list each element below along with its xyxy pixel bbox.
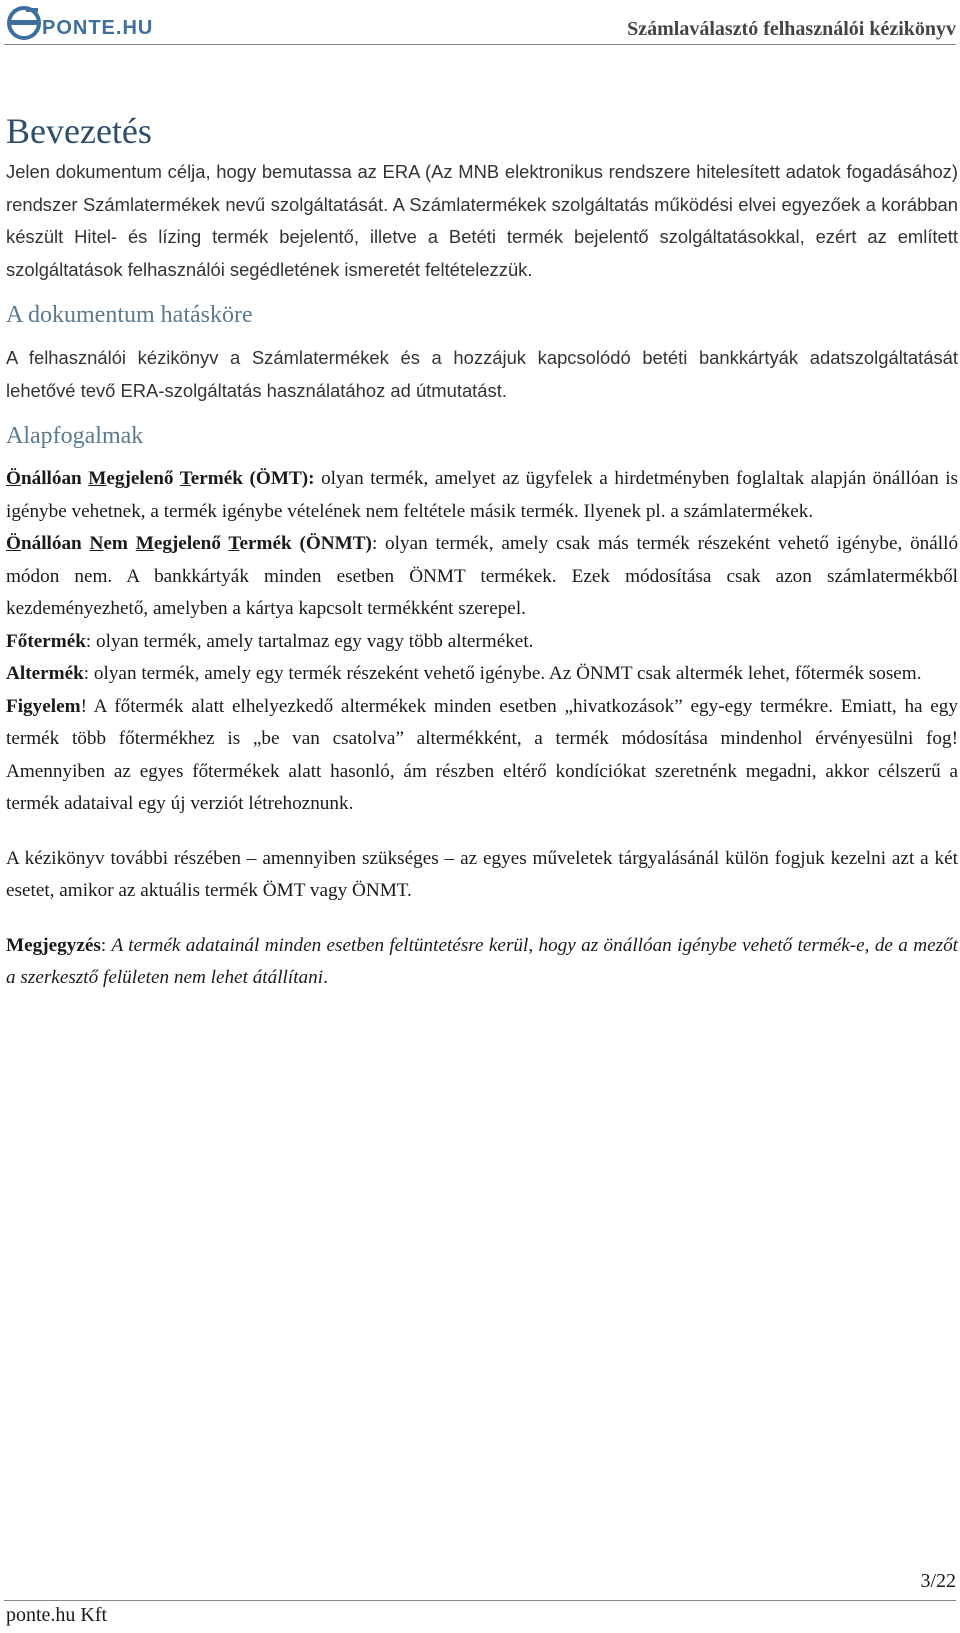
svg-text:PONTE.HU: PONTE.HU <box>42 17 154 39</box>
scope-heading: A dokumentum hatásköre <box>6 302 253 328</box>
fotermek-definition: Főtermék: olyan termék, amely tartalmaz egy vagy több alterméket. <box>6 630 534 652</box>
page-number: 3/22 <box>920 1570 956 1592</box>
header-divider <box>4 44 956 45</box>
onmt-definition: Önállóan Nem Megjelenő Termék (ÖNMT): olyan termék, amely csak más termék részeként vehető igénybe, önálló módon nem. A bankkártyák minden esetben ÖNMT termékek. Ezek módosítása csak azon számlatermékből kezdeményezhető, amelyben a kártya kapcsolt termékként szerepel. <box>6 533 959 619</box>
remark-paragraph: Megjegyzés: A termék adatainál minden esetben feltüntetésre kerül, hogy az önállóan igénybe vehető termék-e, de a mezőt a szerkesztő felületen nem lehet átállítani. <box>6 934 958 988</box>
omt-definition: Önállóan Megjelenő Termék (ÖMT): olyan termék, amelyet az ügyfelek a hirdetményben foglaltak alapján önállóan is igénybe vehetnek, a termék igénybe vételének nem feltétele másik termék. Ilyenek pl. a számlatermékek. <box>6 468 959 522</box>
footer-divider <box>4 1600 956 1601</box>
page-content <box>6 108 958 995</box>
concepts-heading: Alapfogalmak <box>6 423 144 449</box>
intro-paragraph: Jelen dokumentum célja, hogy bemutassa az ERA (Az MNB elektronikus rendszere hitelesített adatok fogadásához) rendszer Számlatermékek nevű szolgáltatását. A Számlatermékek szolgáltatás működési elvei egyezőek a korábban készült Hitel- és lízing termék bejelentő, illetve a Betéti termék bejelentő szolgáltatásokkal, ezért az említett szolgáltatások felhasználói segédletének ismeretét feltételezzük. <box>6 161 958 280</box>
section-title: Bevezetés <box>6 111 152 151</box>
altermek-definition: Altermék: olyan termék, amely egy termék részeként vehető igénybe. Az ÖNMT csak altermék lehet, főtermék sosem. <box>6 663 922 684</box>
page-header <box>0 0 960 46</box>
ponte-logo <box>6 4 186 42</box>
figyelem-note: Figyelem! A főtermék alatt elhelyezkedő altermékek minden esetben „hivatkozások” egy-egy termékre. Emiatt, ha egy termék több főtermékhez is „be van csatolva” altermékként, a termék módosítása mindenhol érvényesülni fog! Amennyiben az egyes főtermékek alatt hasonló, ám részben eltérő kondíciókat szeretnénk megadni, akkor célszerű a termék adataival egy új verziót létrehoznunk. <box>6 695 958 814</box>
further-paragraph: A kézikönyv további részében – amennyiben szükséges – az egyes műveletek tárgyalásánál külön fogjuk kezelni azt a két esetet, amikor az aktuális termék ÖMT vagy ÖNMT. <box>6 847 958 901</box>
footer-company: ponte.hu Kft <box>6 1604 108 1626</box>
scope-paragraph: A felhasználói kézikönyv a Számlatermékek és a hozzájuk kapcsolódó betéti bankkártyák adatszolgáltatását lehetővé tevő ERA-szolgáltatás használatához ad útmutatást. <box>6 347 958 401</box>
document-title: Számlaválasztó felhasználói kézikönyv <box>627 18 956 40</box>
